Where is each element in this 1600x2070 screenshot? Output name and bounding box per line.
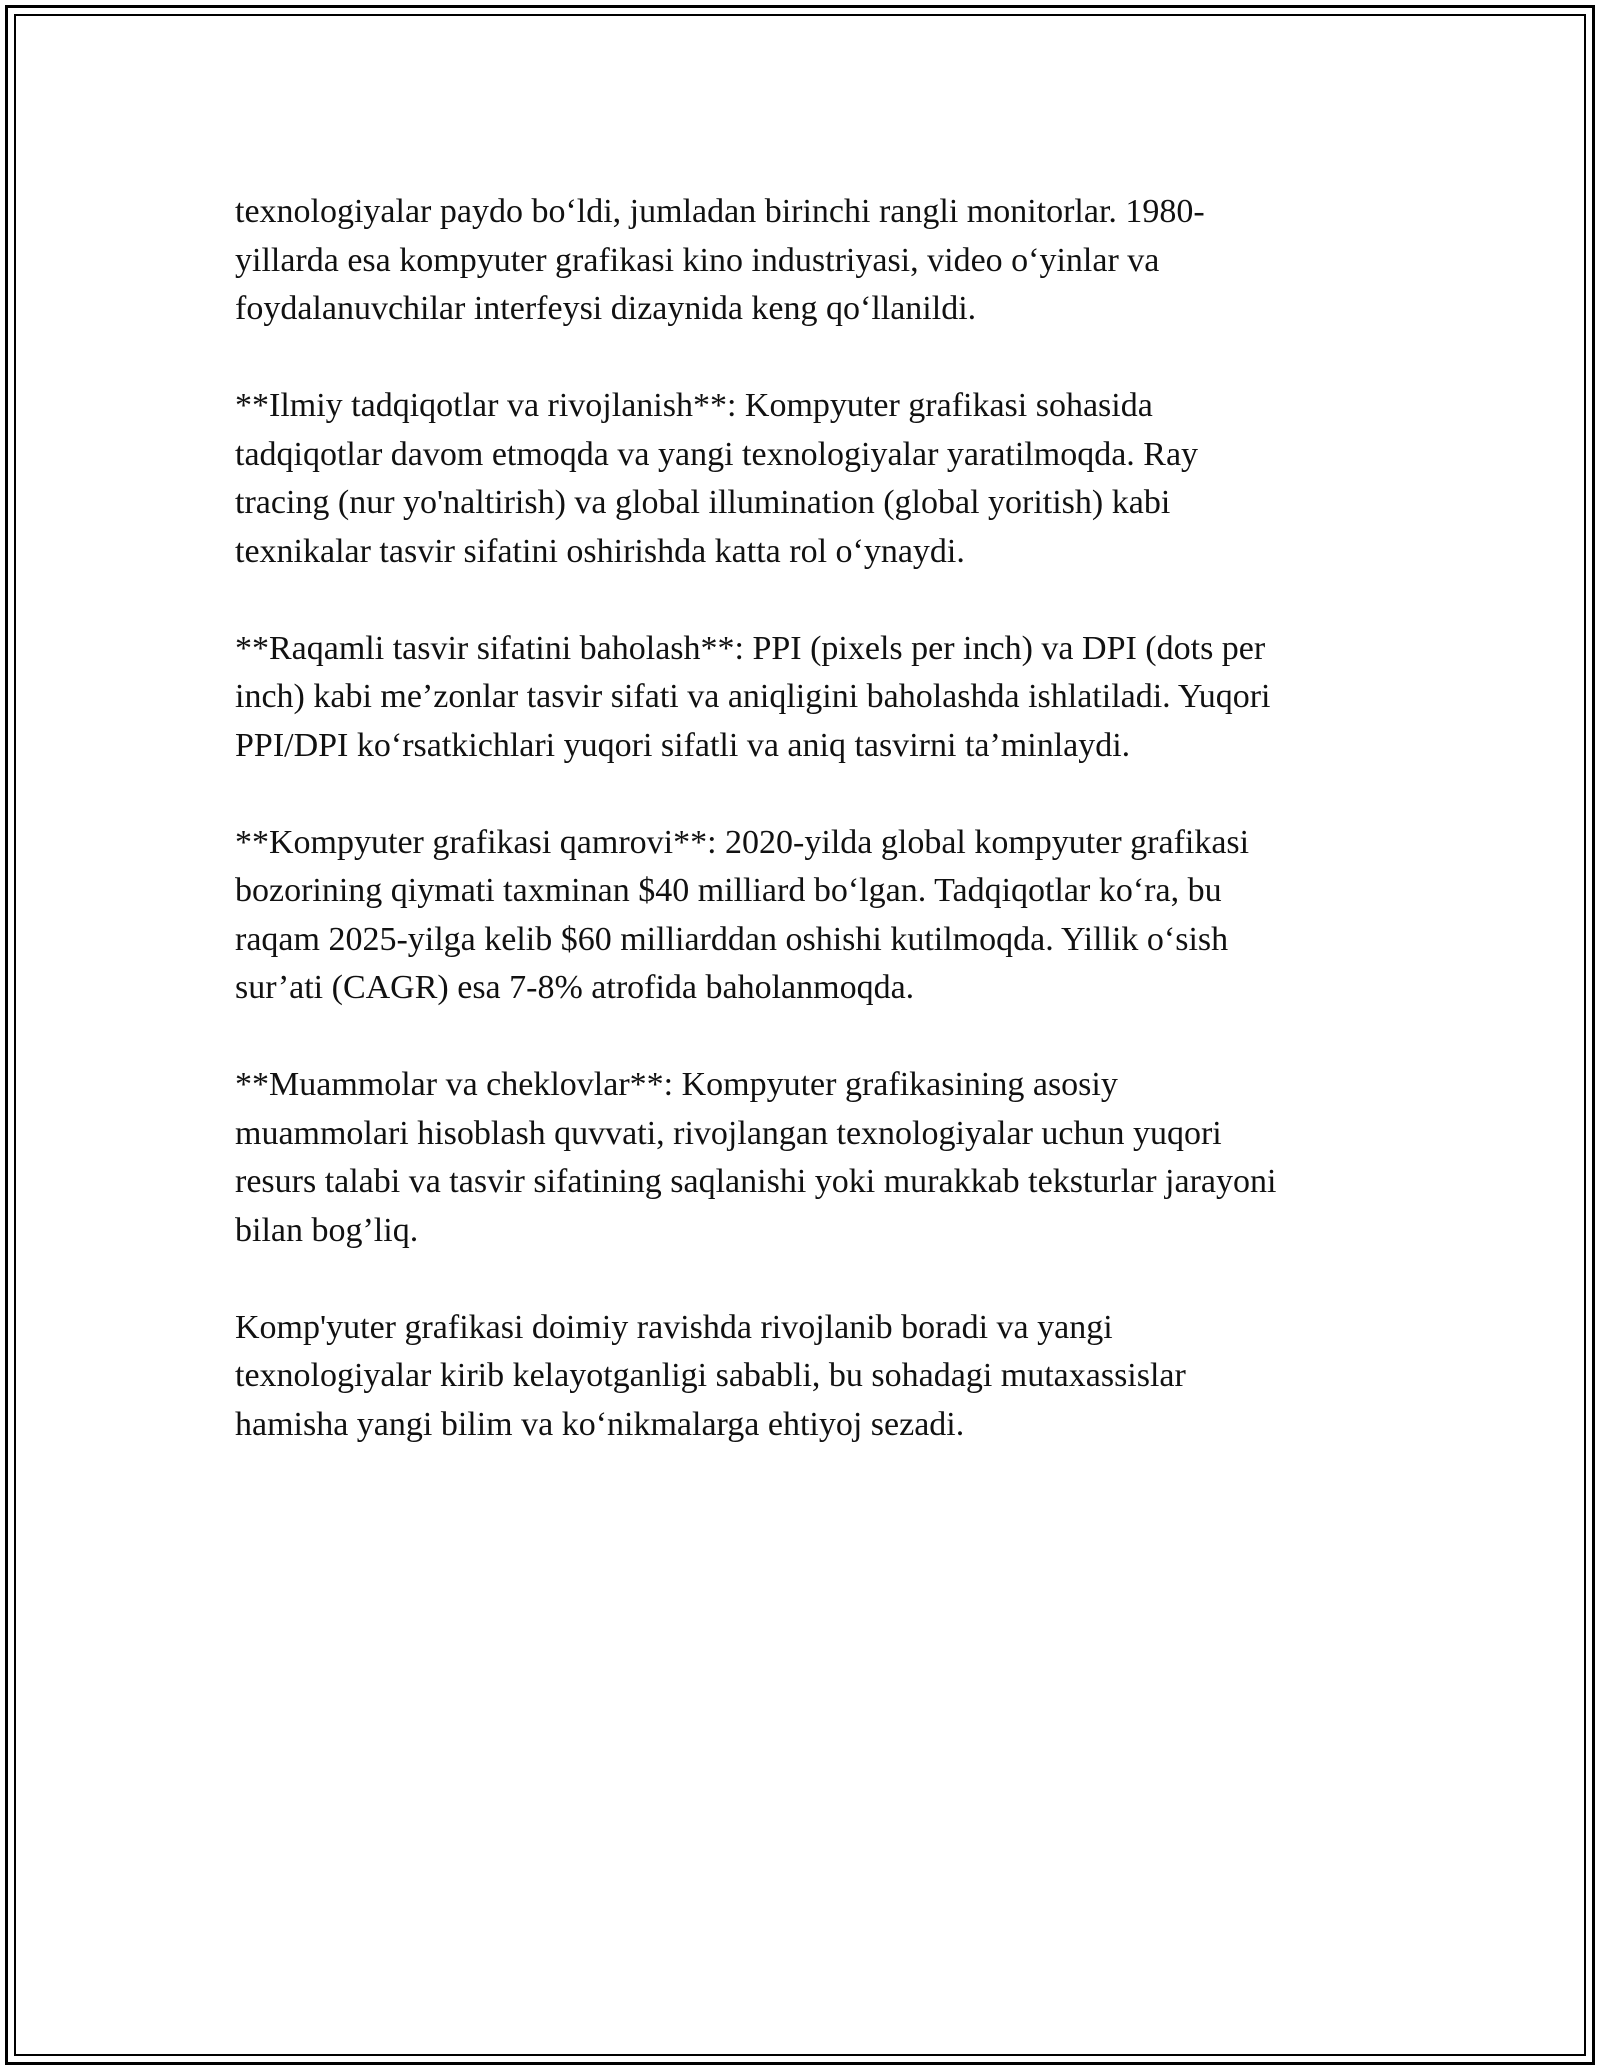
document-body — [235, 188, 1365, 1498]
paragraph-conclusion: Komp'yuter grafikasi doimiy ravishda rivojlanib boradi va yangi texnologiyalar kirib kelayotganligi sababli, bu sohadagi mutaxassislar hamisha yangi bilim va ko‘nikmalarga ehtiyoj sezadi. — [235, 1308, 1186, 1443]
paragraph-intro-history: texnologiyalar paydo bo‘ldi, jumladan birinchi rangli monitorlar. 1980- yillarda esa kompyuter grafikasi kino industriyasi, video o‘yinlar va foydalanuvchilar interfeysi dizaynida keng qo‘llanildi. — [235, 193, 1205, 327]
paragraph-challenges: **Muammolar va cheklovlar**: Kompyuter grafikasining asosiy muammolari hisoblash quvvati, rivojlangan texnologiyalar uchun yuqori resurs talabi va tasvir sifatining saqlanishi yoki murakkab teksturlar jarayoni bilan bog’liq. — [235, 1066, 1277, 1249]
paragraph-image-quality: **Raqamli tasvir sifatini baholash**: PPI (pixels per inch) va DPI (dots per inch) kabi me’zonlar tasvir sifati va aniqligini baholashda ishlatiladi. Yuqori PPI/DPI ko‘rsatkichlari yuqori sifatli va aniq tasvirni ta’minlaydi. — [235, 629, 1271, 764]
paragraph-research: **Ilmiy tadqiqotlar va rivojlanish**: Kompyuter grafikasi sohasida tadqiqotlar davom etmoqda va yangi texnologiyalar yaratilmoqda. Ray tracing (nur yo'naltirish) va global illumination (global yoritish) kabi texnikalar tasvir sifatini oshirishda katta rol o‘ynaydi. — [235, 387, 1199, 570]
paragraph-market-scope: **Kompyuter grafikasi qamrovi**: 2020-yilda global kompyuter grafikasi bozorining qiymati taxminan $40 milliard bo‘lgan. Tadqiqotlar ko‘ra, bu raqam 2025-yilga kelib $60 milliarddan oshishi kutilmoqda. Yillik o‘sish sur’ati (CAGR) esa 7-8% atrofida baholanmoqda. — [235, 823, 1250, 1006]
